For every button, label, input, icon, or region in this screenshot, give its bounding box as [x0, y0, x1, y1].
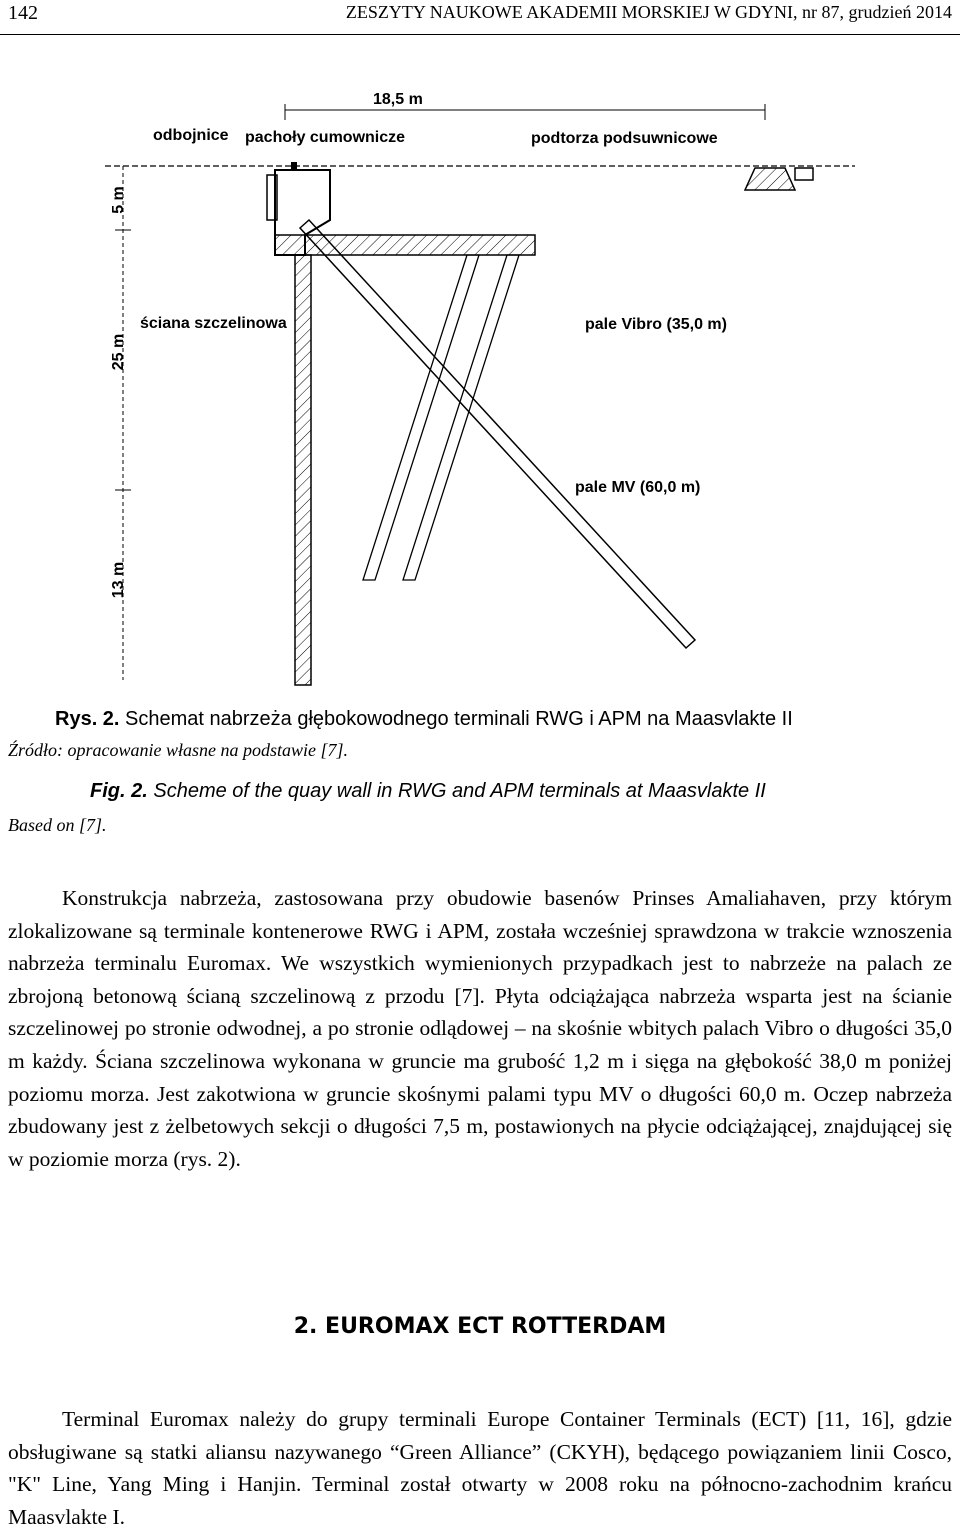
vibro-pile-2	[403, 255, 519, 580]
quay-wall-diagram	[95, 80, 875, 690]
crane-rail-support	[745, 168, 795, 190]
width-label: 18,5 m	[373, 91, 423, 108]
mv-piles-label: pale MV (60,0 m)	[575, 479, 701, 496]
running-title: ZESZYTY NAUKOWE AKADEMII MORSKIEJ W GDYNI, nr 87, grudzień 2014	[345, 2, 952, 22]
diaphragm-wall	[295, 255, 311, 685]
page-number: 142	[8, 2, 38, 24]
diaphragm-wall-label: ściana szczelinowa	[140, 315, 287, 332]
depth-25m-label: 25 m	[110, 333, 127, 371]
caption-en-text: Scheme of the quay wall in RWG and APM terminals at Maasvlakte II	[153, 780, 766, 802]
vibro-pile-1	[363, 255, 479, 580]
section-heading: 2. EUROMAX ECT ROTTERDAM	[293, 1314, 667, 1339]
bollards-label: pachoły cumownicze	[245, 129, 406, 146]
caption-en-prefix: Fig. 2.	[90, 780, 148, 802]
body-paragraph-1: Konstrukcja nabrzeża, zastosowana przy obudowie basenów Prinses Amaliahaven, przy którym zlokalizowane są terminale kontenerowe RWG i APM, została wcześniej sprawdzona w trakcie wznoszenia nabrzeża terminalu Euromax. We wszystkich wymienionych przypadkach jest to nabrzeże na palach ze zbrojoną betonową ścianą szczelinową z przodu [7]. Płyta odciążająca nabrzeża wsparta jest na ścianie szczelinowej po stronie odwodnej, a po stronie odlądowej – na skośnie wbitych palach Vibro o długości 35,0 m każdy. Ściana szczelinowa wykonana w gruncie ma grubość 1,2 m i sięga na głębokość 38,0 m poniżej poziomu morza. Jest zakotwiona w gruncie skośnymi palami typu MV o długości 60,0 m. Oczep nabrzeża zbudowany jest z żelbetowych sekcji o długości 7,5 m, postawionych na płycie odciążającej, znajdującej się w poziomie morza (rys. 2).	[8, 886, 952, 1171]
page-header	[0, 0, 960, 35]
body-paragraph-2: Terminal Euromax należy do grupy terminali Europe Container Terminals (ECT) [11, 16], gdzie obsługiwane są statki aliansu nazywanego “Green Alliance” (CKYH), będącego powiązaniem linii Cosco, "K" Line, Yang Ming i Hanjin. Terminal został otwarty w 2008 roku na północno-zachodnim krańcu Maasvlakte I.	[8, 1407, 952, 1529]
relieving-platform	[275, 235, 535, 255]
figure-source-en: Based on [7].	[8, 815, 107, 835]
depth-5m-label: 5 m	[110, 186, 127, 214]
bollard	[291, 162, 297, 170]
caption-pl-prefix: Rys. 2.	[55, 708, 120, 730]
caption-pl-text: Schemat nabrzeża głębokowodnego terminali RWG i APM na Maasvlakte II	[125, 708, 793, 730]
figure-caption-en	[90, 780, 766, 803]
crane-rail-label: podtorza podsuwnicowe	[531, 130, 718, 147]
vibro-piles-label: pale Vibro (35,0 m)	[585, 316, 727, 333]
fenders-label: odbojnice	[153, 127, 229, 144]
figure-source-pl: Źródło: opracowanie własne na podstawie [7].	[8, 740, 349, 760]
quay-wall-figure	[95, 80, 875, 690]
figure-caption-pl	[55, 708, 793, 731]
depth-13m-label: 13 m	[110, 561, 127, 599]
